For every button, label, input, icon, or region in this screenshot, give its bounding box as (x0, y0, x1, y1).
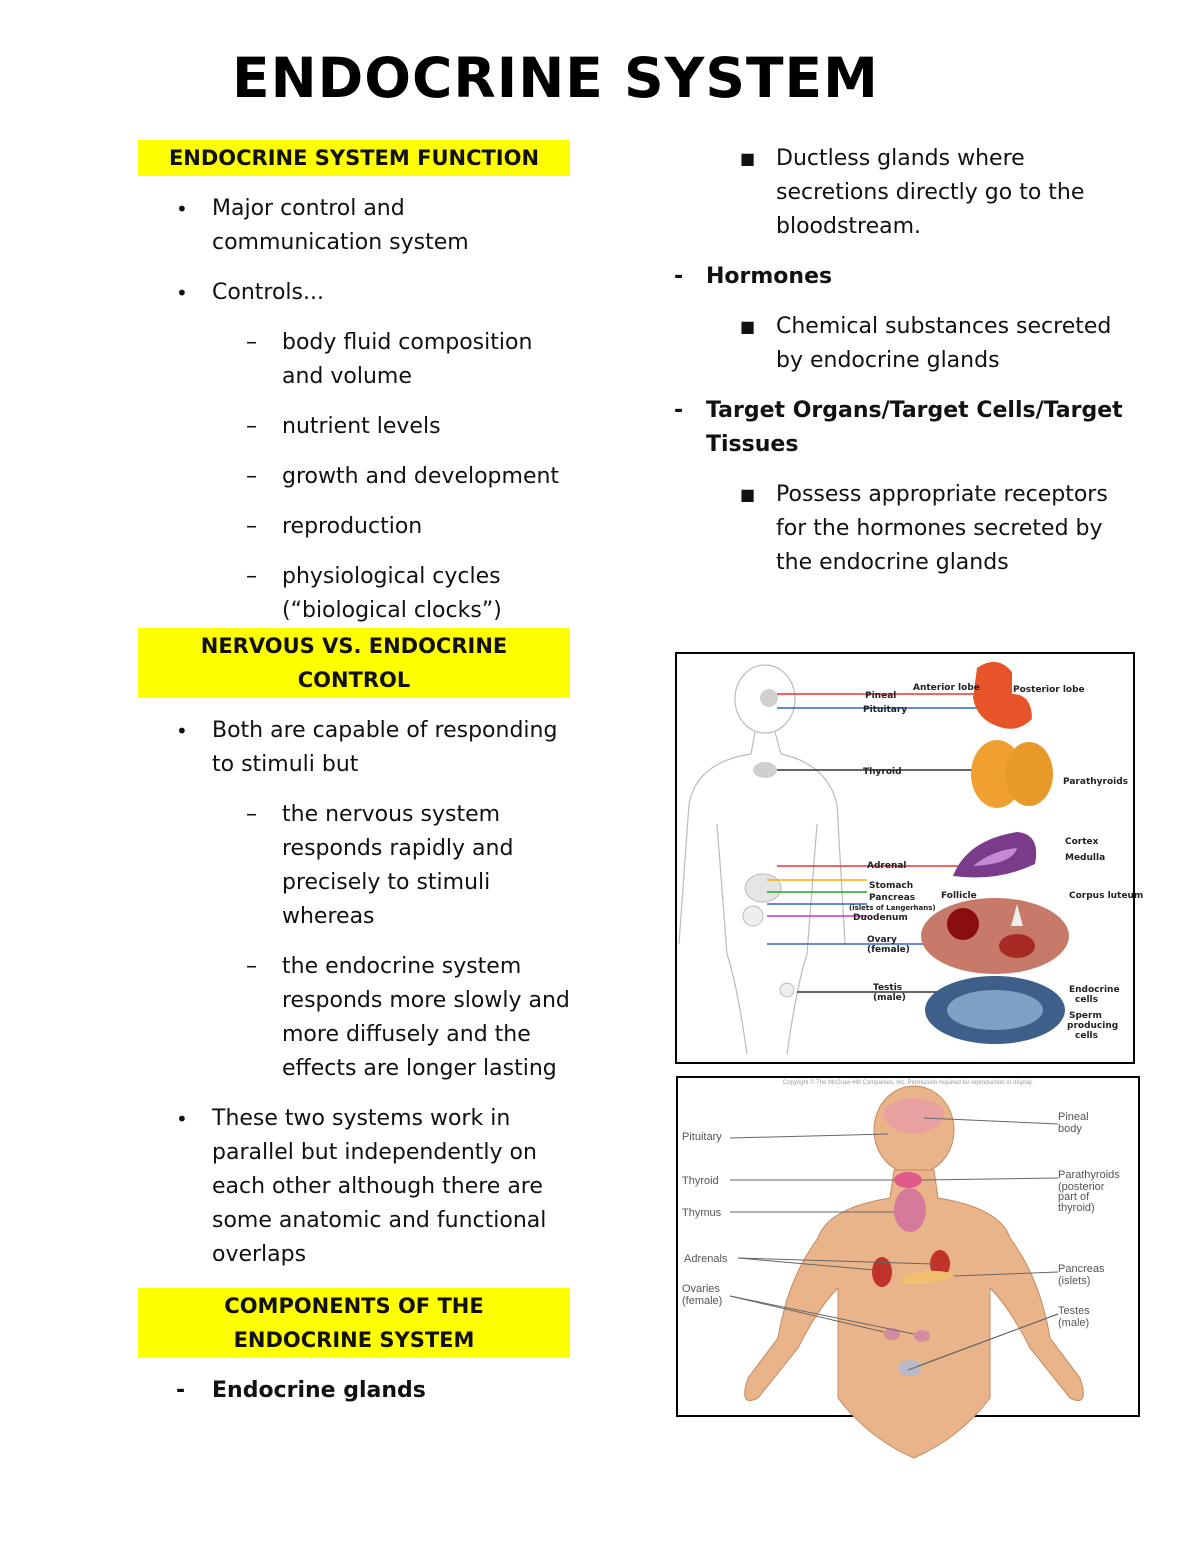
human-body-figure (676, 1076, 1140, 1417)
controls-item: – body fluid composition and volume (138, 326, 570, 394)
endocrine-glands-illustration (677, 654, 1144, 1062)
controls-item: – physiological cycles (“biological clocks”) (138, 560, 570, 628)
square-bullet-icon: ■ (740, 149, 756, 168)
components-heading: COMPONENTS OF THE ENDOCRINE SYSTEM (138, 1288, 570, 1358)
bullet-major-control: • Major control and communication system (138, 192, 570, 260)
label-pineal: Pineal (865, 691, 897, 701)
label-pituitary: Pituitary (682, 1131, 722, 1143)
nervous-heading: NERVOUS VS. ENDOCRINE CONTROL (138, 628, 570, 698)
bullet-dot-icon: • (176, 197, 188, 221)
label-thyroid: Thyroid (682, 1175, 719, 1187)
label-cortex: Cortex (1065, 837, 1099, 847)
square-bullet-icon: ■ (740, 485, 756, 504)
ovary-right-icon (914, 1330, 930, 1342)
label-follicle: Follicle (941, 891, 977, 901)
thyroid-gland-icon (1005, 742, 1053, 806)
thyroid-icon (894, 1172, 922, 1188)
bullet-dot-icon: • (176, 1107, 188, 1131)
targets-desc: ■ Possess appropriate receptors for the hormones secreted by the endocrine glands (672, 478, 1142, 580)
left-column (138, 140, 570, 1408)
label-posterior: (posterior (1058, 1181, 1105, 1193)
label-thyroid: Thyroid (863, 767, 902, 777)
label-body: body (1058, 1123, 1082, 1135)
human-body-illustration (678, 1078, 1138, 1415)
dash-icon: – (246, 464, 257, 489)
body-outline (679, 665, 845, 1054)
stomach-small-icon (745, 874, 781, 902)
bullet-both-capable: • Both are capable of responding to stimuli but (138, 714, 570, 782)
brain-icon (760, 689, 778, 707)
label-corpus: Corpus luteum (1069, 891, 1144, 901)
label-pituitary: Pituitary (863, 705, 908, 715)
function-heading: ENDOCRINE SYSTEM FUNCTION (138, 140, 570, 176)
controls-item: – reproduction (138, 510, 570, 544)
label-female: (female) (867, 945, 910, 955)
label-male: (male) (1058, 1317, 1090, 1329)
label-parathyroids: Parathyroids (1063, 777, 1129, 787)
label-islets: (islets of Langerhans) (849, 904, 936, 912)
label-parathyroids: Parathyroids (1058, 1169, 1120, 1181)
label-sperm: Sperm (1069, 1011, 1102, 1021)
label-islets: (islets) (1058, 1275, 1091, 1287)
controls-item: – growth and development (138, 460, 570, 494)
testis-small-icon (780, 983, 794, 997)
dash-icon: – (246, 414, 257, 439)
label-medulla: Medulla (1065, 853, 1106, 863)
adrenal-left-icon (872, 1257, 892, 1287)
label-cells-2: cells (1075, 1031, 1098, 1041)
label-thymus: Thymus (682, 1207, 722, 1219)
label-female: (female) (682, 1295, 723, 1307)
bullet-dot-icon: • (176, 281, 188, 305)
dash-icon: – (246, 330, 257, 355)
nervous-sub-item: – the nervous system responds rapidly and precisely to stimuli whereas (138, 798, 570, 934)
label-testes: Testes (1058, 1305, 1090, 1317)
follicle-icon (947, 908, 979, 940)
controls-item: – nutrient levels (138, 410, 570, 444)
dash-icon: – (246, 954, 257, 979)
label-pancreas: Pancreas (869, 893, 916, 903)
label-stomach: Stomach (869, 881, 914, 891)
label-endocrine: Endocrine (1069, 985, 1120, 995)
label-part-of: part of (1058, 1191, 1090, 1203)
dash-icon: - (674, 264, 684, 289)
dash-icon: - (674, 398, 684, 423)
hormones-item: - Hormones (672, 260, 1142, 294)
copyright-caption: Copyright © The McGraw-Hill Companies, Inc. Permission required for reproduction or display. (782, 1080, 1034, 1086)
bullet-dot-icon: • (176, 719, 188, 743)
label-producing: producing (1067, 1021, 1119, 1031)
label-testis: Testis (873, 983, 903, 993)
label-posterior-lobe: Posterior lobe (1013, 685, 1085, 695)
ovary-small-icon (743, 906, 763, 926)
label-ovaries: Ovaries (682, 1283, 720, 1295)
bullet-controls: • Controls... (138, 276, 570, 310)
endocrine-glands-figure (675, 652, 1144, 1064)
label-duodenum: Duodenum (853, 913, 908, 923)
label-thyroid-paren: thyroid) (1058, 1202, 1095, 1214)
dash-icon: – (246, 514, 257, 539)
glands-desc: ■ Ductless glands where secretions directly go to the bloodstream. (672, 142, 1142, 244)
testes-icon (898, 1360, 922, 1376)
dash-icon: - (176, 1378, 186, 1403)
pituitary-gland-icon (973, 662, 1032, 729)
bullet-parallel: • These two systems work in parallel but independently on each other although there are some anatomic and functional overlaps (138, 1102, 570, 1272)
ovary-icon (921, 898, 1069, 974)
label-anterior-lobe: Anterior lobe (913, 683, 980, 693)
label-pineal: Pineal (1058, 1111, 1089, 1123)
thyroid-small-icon (753, 762, 777, 778)
body-shape (745, 1086, 1084, 1458)
label-adrenal: Adrenal (867, 861, 907, 871)
endocrine-glands-item: - Endocrine glands (138, 1374, 570, 1408)
page-title: ENDOCRINE SYSTEM (232, 46, 879, 110)
label-male: (male) (873, 993, 906, 1003)
dash-icon: – (246, 802, 257, 827)
thymus-icon (894, 1188, 926, 1232)
label-ovary: Ovary (867, 935, 897, 945)
targets-item: - Target Organs/Target Cells/Target Tissues (672, 394, 1142, 462)
square-bullet-icon: ■ (740, 317, 756, 336)
label-adrenals: Adrenals (684, 1253, 728, 1265)
label-cells: cells (1075, 995, 1098, 1005)
nervous-sub-item: – the endocrine system responds more slowly and more diffusely and the effects are longer lasting (138, 950, 570, 1086)
right-column (672, 140, 1142, 580)
dash-icon: – (246, 564, 257, 589)
hormones-desc: ■ Chemical substances secreted by endocrine glands (672, 310, 1142, 378)
label-pancreas: Pancreas (1058, 1263, 1105, 1275)
